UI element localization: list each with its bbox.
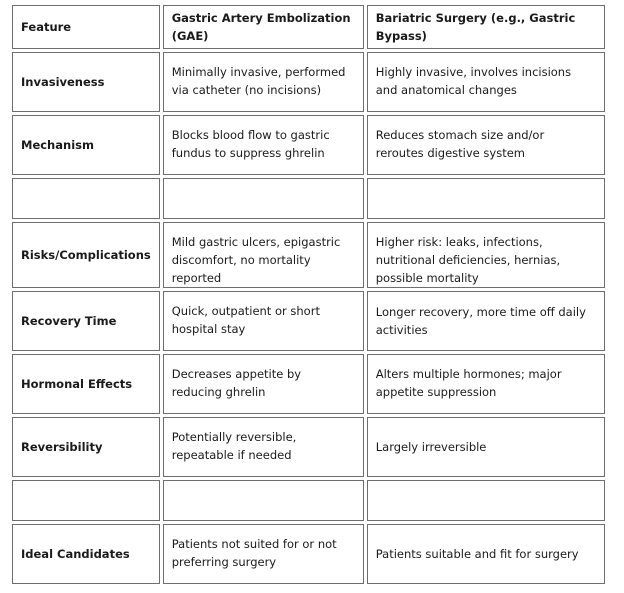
header-surgery: Bariatric Surgery (e.g., Gastric Bypass) xyxy=(367,5,605,49)
row-feature-cell: Reversibility xyxy=(12,417,160,477)
table-row xyxy=(12,115,605,175)
row-gae-cell: Potentially reversible, repeatable if needed xyxy=(163,417,364,477)
comparison-table xyxy=(9,2,608,587)
row-surgery-cell: Reduces stomach size and/or reroutes digestive system xyxy=(367,115,605,175)
row-feature-cell: Hormonal Effects xyxy=(12,354,160,414)
row-surgery-cell: Longer recovery, more time off daily activities xyxy=(367,291,605,351)
row-gae-cell xyxy=(163,480,364,521)
table-row xyxy=(12,354,605,414)
row-surgery-cell xyxy=(367,480,605,521)
row-feature-cell: Mechanism xyxy=(12,115,160,175)
row-gae-cell: Quick, outpatient or short hospital stay xyxy=(163,291,364,351)
row-feature-cell: Recovery Time xyxy=(12,291,160,351)
row-surgery-cell xyxy=(367,178,605,219)
table-row xyxy=(12,52,605,112)
table-row xyxy=(12,417,605,477)
header-gae: Gastric Artery Embolization (GAE) xyxy=(163,5,364,49)
table-row xyxy=(12,222,605,288)
row-surgery-cell: Highly invasive, involves incisions and anatomical changes xyxy=(367,52,605,112)
row-feature-cell: Risks/Complications xyxy=(12,222,160,288)
row-gae-cell: Patients not suited for or not preferring surgery xyxy=(163,524,364,584)
row-feature-cell: Invasiveness xyxy=(12,52,160,112)
row-feature-cell xyxy=(12,480,160,521)
table-header-row xyxy=(12,5,605,49)
row-surgery-cell: Patients suitable and fit for surgery xyxy=(367,524,605,584)
row-surgery-cell: Largely irreversible xyxy=(367,417,605,477)
row-surgery-cell: Alters multiple hormones; major appetite suppression xyxy=(367,354,605,414)
row-feature-cell xyxy=(12,178,160,219)
header-feature: Feature xyxy=(12,5,160,49)
table-row-empty xyxy=(12,178,605,219)
row-gae-cell xyxy=(163,178,364,219)
table-row-empty xyxy=(12,480,605,521)
row-gae-cell: Decreases appetite by reducing ghrelin xyxy=(163,354,364,414)
row-surgery-cell: Higher risk: leaks, infections, nutritional deficiencies, hernias, possible mortality xyxy=(367,222,605,288)
table-row xyxy=(12,291,605,351)
table-row xyxy=(12,524,605,584)
row-feature-cell: Ideal Candidates xyxy=(12,524,160,584)
row-gae-cell: Mild gastric ulcers, epigastric discomfort, no mortality reported xyxy=(163,222,364,288)
row-gae-cell: Minimally invasive, performed via catheter (no incisions) xyxy=(163,52,364,112)
row-gae-cell: Blocks blood flow to gastric fundus to suppress ghrelin xyxy=(163,115,364,175)
